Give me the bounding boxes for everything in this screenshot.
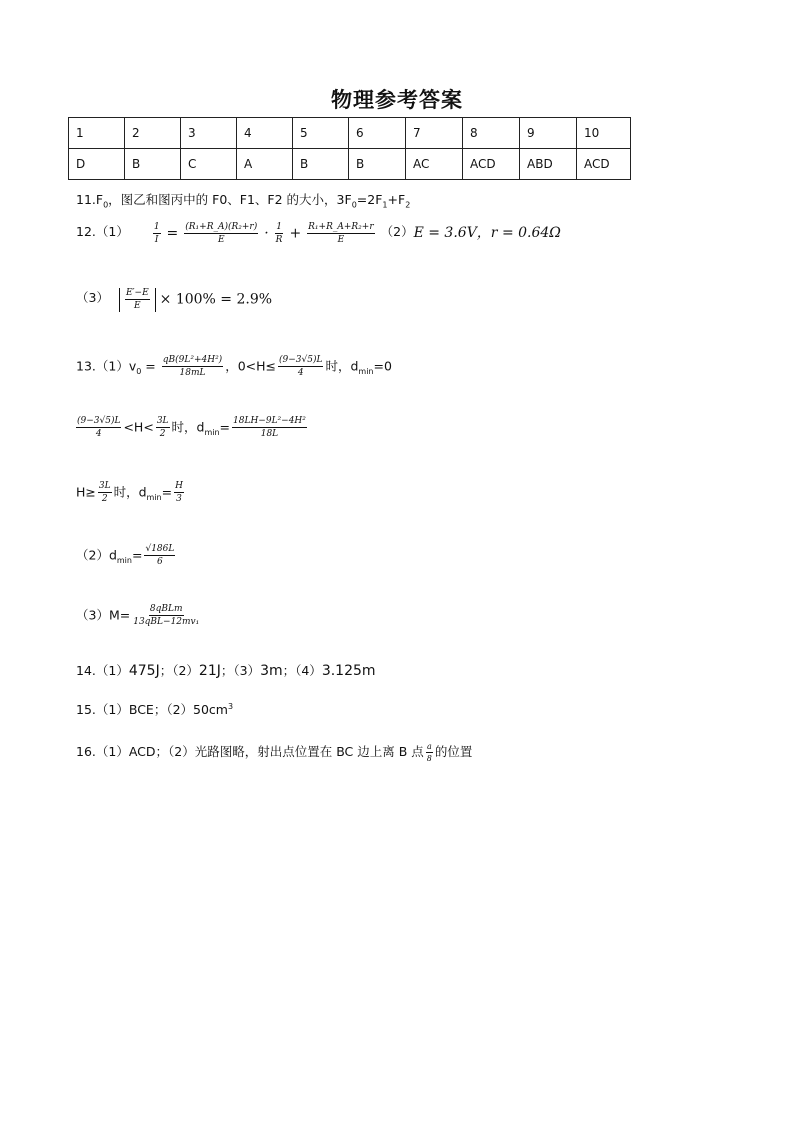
- fraction: [153, 222, 161, 246]
- question-label: 13.（1）v: [76, 358, 137, 374]
- question-label: 12.（1）: [76, 224, 129, 239]
- table-cell: 10: [577, 118, 631, 149]
- answer-value: 475J: [128, 663, 160, 679]
- answer-value: × 100% = 2.9%: [159, 291, 273, 308]
- text: 15.（1）BCE；（2）50cm: [76, 702, 228, 717]
- table-cell: 8: [463, 118, 520, 149]
- answer-13-part1: [76, 355, 392, 379]
- table-cell: 5: [293, 118, 349, 149]
- answer-12-part1: 12.（1） $\frac{1}{I}$ = $\frac{\text{(R₁+R\_A)(R₂+r)}}{E}$ · $\frac{1}{R}$ + $\frac{\text{R₁+R\_A+R₂+r}}{E}$ （2）E = 3.6V，r = 0.64Ω: [76, 222, 561, 246]
- table-cell: A: [237, 149, 293, 180]
- denominator: 4: [297, 368, 304, 379]
- table-cell: ACD: [463, 149, 520, 180]
- text: 时，d: [171, 419, 205, 435]
- subscript: min: [204, 427, 220, 437]
- answer-value: 3m: [260, 663, 283, 679]
- subscript: 0: [136, 366, 142, 376]
- numerator: 1: [275, 222, 283, 234]
- numerator: 18LH−9L²−4H²: [232, 416, 307, 428]
- text: +F: [387, 192, 406, 207]
- numerator: 8qBLm: [149, 604, 184, 616]
- answer-13-case2: $\frac{(9-3√5)L}{4}$ <H< $\frac{3L}{2}$ 时，$d_{min}=$ $\frac{\text{18LH−9L²−4H²}}{18L}$: [77, 416, 306, 440]
- denominator: 6: [157, 557, 163, 568]
- fraction: [98, 481, 112, 505]
- question-label: （2）: [380, 224, 414, 239]
- text: ；（2）: [159, 663, 199, 678]
- answer-value: E = 3.6V，r = 0.64Ω: [413, 225, 561, 241]
- table-cell: 3: [181, 118, 237, 149]
- denominator: 8: [426, 754, 432, 764]
- denominator: 13qBL−12mv₁: [133, 617, 200, 628]
- question-label: （3）M=: [76, 607, 131, 623]
- numerator: a: [426, 742, 433, 753]
- denominator: 2: [101, 494, 108, 505]
- denominator: E: [337, 235, 345, 246]
- fraction: [184, 222, 258, 246]
- superscript: 3: [227, 701, 234, 711]
- denominator: E: [217, 235, 225, 246]
- table-cell: 6: [349, 118, 406, 149]
- numerator: R₁+R_A+R₂+r: [307, 222, 374, 234]
- text: 的位置: [434, 744, 473, 760]
- absolute-value: [119, 288, 156, 312]
- answer-15: [76, 700, 233, 718]
- fraction: [132, 604, 200, 628]
- question-number-row: [69, 118, 631, 149]
- table-cell: D: [69, 149, 125, 180]
- denominator: 2: [159, 429, 166, 440]
- numerator: (9−3√5)L: [76, 416, 121, 428]
- question-label: 14.（1）: [76, 663, 129, 678]
- answer-13-part2: $(2)d_{min}=$ $\frac{√186L}{6}$: [76, 544, 175, 568]
- numerator: 3L: [98, 481, 112, 493]
- text: ；（3）: [220, 663, 261, 678]
- table-cell: AC: [406, 149, 463, 180]
- table-cell: 2: [125, 118, 181, 149]
- numerator: (R₁+R_A)(R₂+r): [184, 222, 258, 234]
- table-cell: B: [125, 149, 181, 180]
- fraction: [76, 416, 121, 440]
- denominator: 18mL: [179, 368, 206, 379]
- numerator: 1: [153, 222, 161, 234]
- text: =2F: [356, 192, 383, 207]
- fraction: [162, 355, 223, 379]
- text: 16.（1）ACD；（2）光路图略，射出点位置在 BC 边上离 B 点: [76, 744, 424, 760]
- answer-16: [76, 742, 472, 763]
- answer-row: [69, 149, 631, 180]
- fraction: [232, 416, 307, 440]
- text: =: [141, 358, 156, 374]
- answer-14: [76, 661, 376, 679]
- subscript: min: [146, 492, 162, 502]
- table-cell: 1: [69, 118, 125, 149]
- fraction: [278, 355, 323, 379]
- answer-13-case3: H≥ $\frac{3L}{2}$ 时，$d_{min}=$ $\frac{H}{3}$: [76, 481, 183, 505]
- answer-12-part3: [76, 288, 272, 312]
- table-cell: C: [181, 149, 237, 180]
- subscript: 0: [103, 200, 109, 210]
- denominator: 3: [176, 494, 182, 505]
- fraction: [144, 544, 175, 568]
- fraction: [174, 481, 184, 505]
- answer-value: 3.125m: [321, 663, 376, 679]
- answer-13-part3: [76, 604, 202, 628]
- text: 时，d: [113, 484, 147, 500]
- subscript: min: [358, 366, 374, 376]
- table-cell: B: [349, 149, 406, 180]
- denominator: E: [134, 301, 141, 312]
- subscript: min: [116, 555, 132, 565]
- subscript: 1: [382, 200, 388, 210]
- fraction: [156, 416, 170, 440]
- table-cell: ACD: [577, 149, 631, 180]
- table-cell: 4: [237, 118, 293, 149]
- denominator: 18L: [260, 429, 279, 440]
- table-cell: B: [293, 149, 349, 180]
- subscript: 0: [351, 200, 357, 210]
- subscript: 2: [405, 200, 411, 210]
- numerator: qB(9L²+4H²): [162, 355, 223, 367]
- page-title: 物理参考答案: [331, 87, 463, 112]
- denominator: R: [275, 235, 283, 246]
- fraction: [426, 742, 433, 763]
- numerator: (9−3√5)L: [278, 355, 323, 367]
- table-cell: 9: [520, 118, 577, 149]
- text: =0: [373, 358, 392, 374]
- text: H≥: [76, 484, 96, 500]
- question-label: （2）d: [76, 547, 117, 563]
- text: <H<: [123, 419, 154, 435]
- text: ，图乙和图丙中的 F0、F1、F2 的大小，3F: [108, 192, 352, 207]
- answer-table: [68, 117, 631, 180]
- numerator: √186L: [144, 544, 175, 556]
- table-cell: 7: [406, 118, 463, 149]
- text: ，0<H≤: [225, 358, 277, 374]
- fraction: [275, 222, 284, 246]
- numerator: H: [174, 481, 184, 493]
- denominator: 4: [95, 429, 102, 440]
- answer-11: [76, 190, 410, 210]
- text: 11.F: [76, 192, 104, 207]
- numerator: E′−E: [125, 288, 150, 300]
- fraction: [125, 288, 150, 312]
- answer-value: 21J: [198, 663, 221, 679]
- text: 时，d: [325, 358, 359, 374]
- fraction: [307, 222, 374, 246]
- numerator: 3L: [156, 416, 170, 428]
- table-cell: ABD: [520, 149, 577, 180]
- text: ；（4）: [282, 663, 322, 678]
- question-label: （3）: [76, 290, 109, 305]
- denominator: I: [154, 235, 159, 246]
